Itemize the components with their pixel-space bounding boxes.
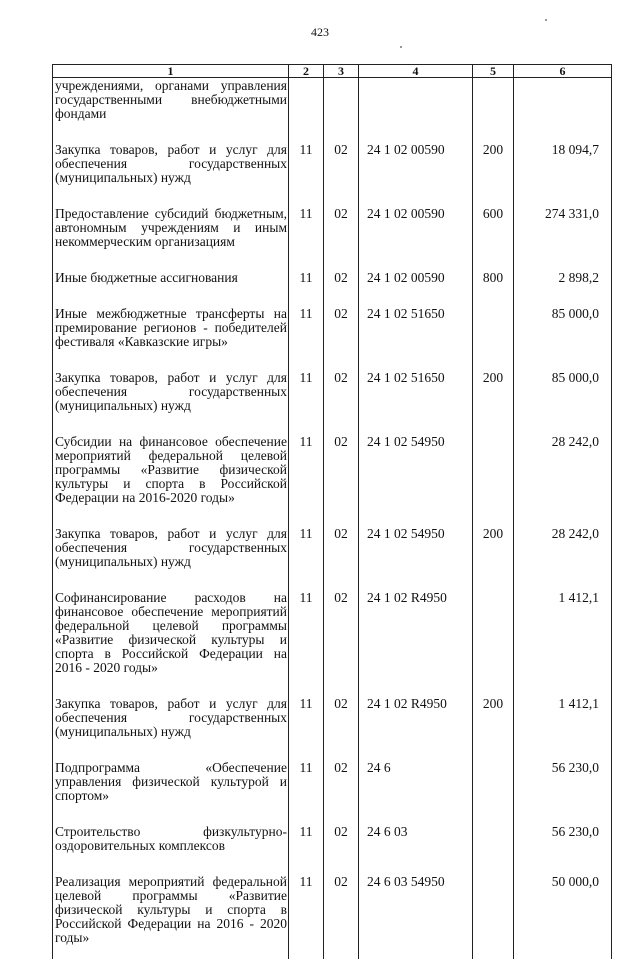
row-expense-type: 200 [473,527,514,591]
row-name: Софинансирование расходов на финансовое обеспечение мероприятий федеральной целевой программы «Развитие физической культуры и спорта в Российской Федерации на 2016 - 2020 годы» [55,590,287,675]
row-name: Подпрограмма «Обеспечение управления физической культурой и спортом» [55,760,287,803]
row-expense-type [473,591,514,697]
table-header [53,65,612,78]
row-subsection: 02 [324,825,359,875]
header-col-2: 2 [289,65,324,78]
row-name: Субсидии на финансовое обеспечение мероприятий федеральной целевой программы «Развитие физической культуры и спорта в Российской Федерации на 2016-2020 годы» [55,434,287,505]
row-amount: 18 094,7 [514,143,612,207]
row-amount: 274 331,0 [514,207,612,271]
row-target-code: 24 6 [359,761,473,825]
row-subsection: 02 [324,307,359,371]
row-expense-type: 600 [473,207,514,271]
row-target-code: 24 1 02 00590 [359,207,473,271]
row-section: 11 [289,207,324,271]
row-name: Реализация мероприятий федеральной целевой программы «Развитие физической культуры и спорта в Российской Федерации на 2016 - 2020 годы» [55,874,287,945]
row-name: Предоставление субсидий бюджетным, автономным учреждениям и иным некоммерческим организациям [55,206,287,249]
row-amount: 85 000,0 [514,307,612,371]
table-row [53,825,612,875]
row-section: 11 [289,307,324,371]
row-subsection: 02 [324,875,359,959]
header-col-3: 3 [324,65,359,78]
table-row [53,761,612,825]
scan-speck [400,46,402,48]
row-section: 11 [289,527,324,591]
row-target-code: 24 1 02 R4950 [359,591,473,697]
row-name: Закупка товаров, работ и услуг для обеспечения государственных (муниципальных) нужд [55,370,287,413]
row-expense-type [473,761,514,825]
row-expense-type [473,78,514,144]
row-expense-type: 200 [473,371,514,435]
row-amount [514,78,612,144]
row-amount: 28 242,0 [514,527,612,591]
row-subsection: 02 [324,371,359,435]
row-amount: 50 000,0 [514,875,612,959]
row-section: 11 [289,875,324,959]
row-subsection: 02 [324,143,359,207]
row-expense-type: 200 [473,697,514,761]
page-number: 423 [311,25,329,39]
row-amount: 1 412,1 [514,697,612,761]
row-section: 11 [289,761,324,825]
row-target-code: 24 1 02 51650 [359,307,473,371]
header-col-6: 6 [514,65,612,78]
row-expense-type: 200 [473,143,514,207]
table-row [53,591,612,697]
table-row [53,875,612,959]
row-subsection: 02 [324,207,359,271]
row-target-code: 24 1 02 00590 [359,271,473,307]
header-col-1: 1 [53,65,289,78]
row-amount: 1 412,1 [514,591,612,697]
table-row [53,435,612,527]
row-subsection [324,78,359,144]
header-col-5: 5 [473,65,514,78]
row-section: 11 [289,271,324,307]
header-col-4: 4 [359,65,473,78]
table-row [53,371,612,435]
row-target-code [359,78,473,144]
budget-table [52,64,612,959]
row-amount: 56 230,0 [514,825,612,875]
row-name: учреждениями, органами управления государственными внебюджетными фондами [55,78,287,121]
row-section [289,78,324,144]
row-name: Строительство физкультурно-оздоровительных комплексов [55,824,287,853]
row-section: 11 [289,371,324,435]
row-section: 11 [289,143,324,207]
row-target-code: 24 1 02 00590 [359,143,473,207]
row-section: 11 [289,825,324,875]
row-amount: 28 242,0 [514,435,612,527]
row-subsection: 02 [324,761,359,825]
row-amount: 56 230,0 [514,761,612,825]
row-expense-type [473,825,514,875]
row-subsection: 02 [324,697,359,761]
row-name: Закупка товаров, работ и услуг для обеспечения государственных (муниципальных) нужд [55,696,287,739]
row-target-code: 24 1 02 54950 [359,527,473,591]
row-subsection: 02 [324,435,359,527]
row-target-code: 24 1 02 51650 [359,371,473,435]
row-subsection: 02 [324,271,359,307]
row-expense-type [473,307,514,371]
table-row [53,143,612,207]
row-section: 11 [289,697,324,761]
table-row [53,697,612,761]
row-expense-type: 800 [473,271,514,307]
row-name: Закупка товаров, работ и услуг для обеспечения государственных (муниципальных) нужд [55,526,287,569]
row-subsection: 02 [324,591,359,697]
row-name: Закупка товаров, работ и услуг для обеспечения государственных (муниципальных) нужд [55,142,287,185]
row-amount: 85 000,0 [514,371,612,435]
scan-speck [545,19,547,21]
row-subsection: 02 [324,527,359,591]
table-row [53,271,612,307]
table-row [53,78,612,144]
row-expense-type [473,435,514,527]
row-name: Иные бюджетные ассигнования [55,270,238,285]
row-name: Иные межбюджетные трансферты на премирование регионов - победителей фестиваля «Кавказские игры» [55,306,287,349]
row-target-code: 24 6 03 [359,825,473,875]
row-target-code: 24 1 02 R4950 [359,697,473,761]
row-section: 11 [289,591,324,697]
row-target-code: 24 6 03 54950 [359,875,473,959]
row-amount: 2 898,2 [514,271,612,307]
table-row [53,527,612,591]
row-section: 11 [289,435,324,527]
table-row [53,307,612,371]
row-target-code: 24 1 02 54950 [359,435,473,527]
table-row [53,207,612,271]
row-expense-type [473,875,514,959]
